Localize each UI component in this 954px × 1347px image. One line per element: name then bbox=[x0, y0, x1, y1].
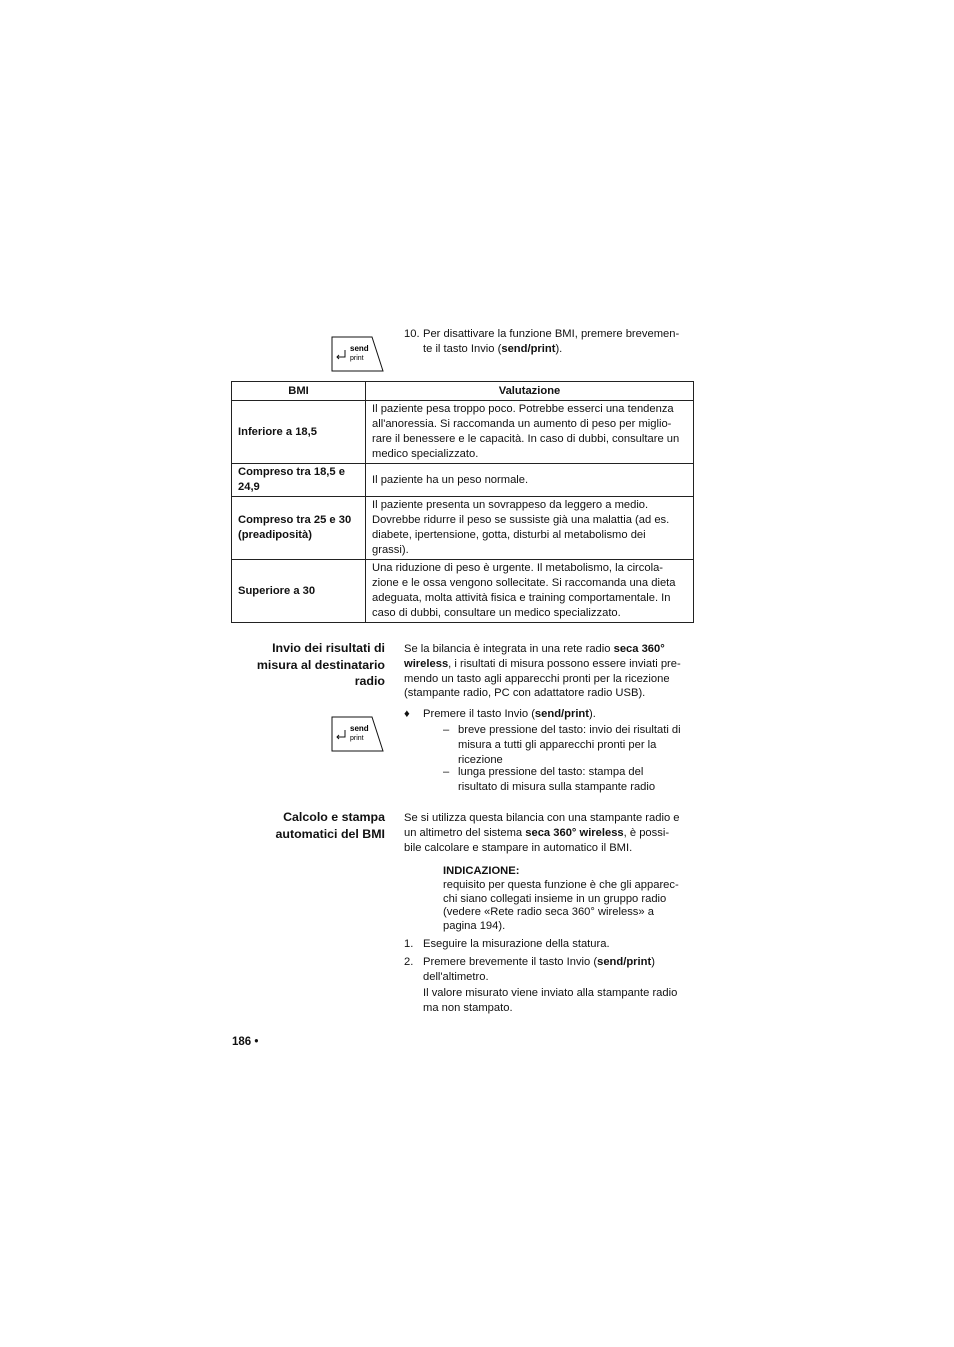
table-header-row bbox=[232, 382, 694, 401]
page-number: 186 • bbox=[232, 1036, 259, 1048]
dash-marker: – bbox=[443, 766, 450, 778]
step-number: 2. bbox=[404, 956, 414, 968]
table-row bbox=[232, 497, 694, 560]
bmi-range-cell: Compreso tra 18,5 e 24,9 bbox=[232, 464, 366, 497]
section-1-paragraph: Se la bilancia è integrata in una rete radio seca 360° wireless, i risultati di misura possono essere inviati pre- mendo un tasto agli apparecchi pronti per la ricezione (stampante radio, PC con adattatore radio USB). bbox=[404, 643, 681, 700]
step-number: 10. bbox=[404, 328, 420, 340]
bmi-range-cell: Inferiore a 18,5 bbox=[232, 401, 366, 464]
note-text: requisito per questa funzione è che gli apparec- chi siano collegati insieme in un gruppo radio (vedere «Rete radio seca 360° wireless» a pagina 194). bbox=[443, 879, 679, 932]
section-2-paragraph: Se si utilizza questa bilancia con una stampante radio e un altimetro del sistema seca 360° wireless, è possi- bile calcolare e stampare in automatico il BMI. bbox=[404, 812, 680, 854]
key-label-send: send bbox=[350, 724, 369, 733]
bullet-text: Premere il tasto Invio (send/print). bbox=[423, 708, 596, 720]
section-heading-calcolo: Calcolo e stampa automatici del BMI bbox=[275, 810, 385, 841]
step-2-text: Premere brevemente il tasto Invio (send/print) dell'altimetro. bbox=[423, 956, 655, 983]
send-print-key-icon bbox=[331, 714, 385, 752]
dash-marker: – bbox=[443, 724, 450, 736]
table-row bbox=[232, 560, 694, 623]
evaluation-cell: Il paziente presenta un sovrappeso da leggero a medio. Dovrebbe ridurre il peso se sussiste già una malattia (ad es. diabete, ipertensione, gotta, disturbi al metabolismo dei grassi). bbox=[366, 497, 694, 560]
bullet-icon: ♦ bbox=[404, 708, 410, 720]
key-label-print: print bbox=[350, 355, 364, 362]
step-number: 1. bbox=[404, 938, 414, 950]
evaluation-cell: Il paziente ha un peso normale. bbox=[366, 464, 694, 497]
step-2-result: Il valore misurato viene inviato alla stampante radio ma non stampato. bbox=[423, 987, 678, 1014]
column-header-valutazione: Valutazione bbox=[366, 382, 694, 401]
evaluation-cell: Il paziente pesa troppo poco. Potrebbe esserci una tendenza all'anoressia. Si raccomanda un aumento di peso per miglio- rare il benessere e le capacità. In caso di dubbi, consultare un medico specializzato. bbox=[366, 401, 694, 464]
table-row bbox=[232, 464, 694, 497]
dash-item-short-press: breve pressione del tasto: invio dei risultati di misura a tutti gli apparecchi pronti per la ricezione bbox=[458, 724, 681, 766]
bmi-range-cell: Superiore a 30 bbox=[232, 560, 366, 623]
key-label-send: send bbox=[350, 344, 369, 353]
key-label-print: print bbox=[350, 735, 364, 742]
bmi-table bbox=[231, 381, 694, 623]
section-heading-invio: Invio dei risultati di misura al destinatario radio bbox=[256, 641, 385, 689]
send-print-key-icon bbox=[331, 334, 385, 372]
column-header-bmi: BMI bbox=[232, 382, 366, 401]
note-title: INDICAZIONE: bbox=[443, 865, 520, 877]
table-row bbox=[232, 401, 694, 464]
step-10-line-2: te il tasto Invio (send/print). bbox=[423, 342, 563, 355]
bmi-range-cell: Compreso tra 25 e 30 (preadiposità) bbox=[232, 497, 366, 560]
step-1-text: Eseguire la misurazione della statura. bbox=[423, 938, 610, 950]
step-10-line-1: Per disattivare la funzione BMI, premere brevemen- bbox=[423, 328, 680, 340]
step-10-text bbox=[423, 327, 679, 357]
dash-item-long-press: lunga pressione del tasto: stampa del risultato di misura sulla stampante radio bbox=[458, 766, 656, 793]
evaluation-cell: Una riduzione di peso è urgente. Il metabolismo, la circola- zione e le ossa vengono sollecitate. Si raccomanda una dieta adeguata, molta attività fisica e training comportamentale. In caso di dubbi, consultare un medico specializzato. bbox=[366, 560, 694, 623]
